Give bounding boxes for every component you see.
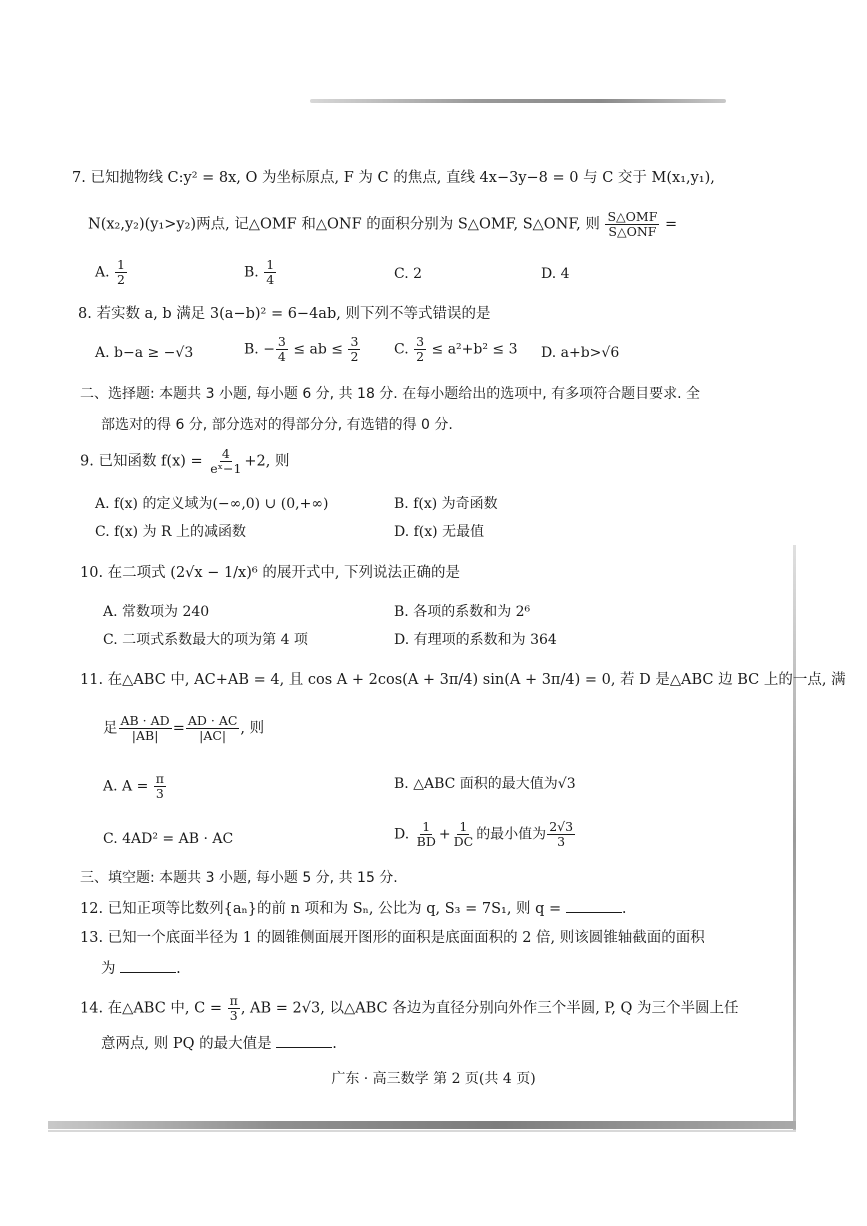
q11-option-a-prefix: A. A = bbox=[103, 778, 149, 795]
q11-option-d-prefix: D. bbox=[394, 826, 410, 843]
q8-option-c-frac bbox=[414, 335, 426, 364]
q9-stem-prefix: 9. 已知函数 f(x) = bbox=[80, 453, 203, 470]
q11-line1: 11. 在△ABC 中, AC+AB = 4, 且 cos A + 2cos(A + 3π/4) sin(A + 3π/4) = 0, 若 D 是△ABC 边 BC 上的一点, 满 bbox=[80, 672, 846, 688]
q7-option-d: D. 4 bbox=[541, 266, 570, 282]
q12-stem bbox=[80, 898, 626, 919]
page-footer: 广东 · 高三数学 第 2 页(共 4 页) bbox=[331, 1071, 536, 1087]
q8-option-b-frac1 bbox=[276, 335, 288, 364]
q9-stem bbox=[80, 447, 290, 476]
q13-line1: 13. 已知一个底面半径为 1 的圆锥侧面展开图形的面积是底面面积的 2 倍, 则该圆锥轴截面的面积 bbox=[80, 930, 705, 946]
q8-option-c-post: ≤ a²+b² ≤ 3 bbox=[431, 341, 518, 358]
q14-line1 bbox=[80, 994, 738, 1023]
q14-prefix: 14. 在△ABC 中, C = bbox=[80, 1000, 222, 1017]
q8-option-b-mid: ≤ ab ≤ bbox=[293, 341, 343, 358]
q11-frac1-den: |AB| bbox=[131, 728, 159, 743]
q8-option-b-d1: 4 bbox=[277, 349, 286, 364]
q7-line2-text: N(x₂,y₂)(y₁>y₂)两点, 记△OMF 和△ONF 的面积分别为 S△OMF, S△ONF, 则 bbox=[88, 216, 600, 233]
q10-option-b: B. 各项的系数和为 2⁶ bbox=[394, 604, 531, 620]
q7-ratio-den: S△ONF bbox=[608, 224, 657, 239]
q14-frac-num: π bbox=[229, 993, 238, 1008]
q12-answer-blank[interactable] bbox=[566, 898, 622, 913]
q7-option-a bbox=[95, 258, 128, 287]
scan-edge-top bbox=[310, 99, 726, 103]
q11-line2-post: , 则 bbox=[240, 720, 265, 737]
q14-line2-text: 意两点, 则 PQ 的最大值是 bbox=[101, 1036, 272, 1052]
q11-option-d-frac1 bbox=[415, 820, 438, 849]
q8-option-b-d2: 2 bbox=[350, 349, 359, 364]
q9-stem-post: +2, 则 bbox=[244, 453, 290, 470]
q11-option-d-n3: 2√3 bbox=[549, 819, 574, 834]
q7-option-a-den: 2 bbox=[117, 272, 125, 287]
q11-line2 bbox=[103, 714, 264, 743]
section3-title: 三、填空题: 本题共 3 小题, 每小题 5 分, 共 15 分. bbox=[80, 870, 398, 886]
q7-option-b-num: 1 bbox=[266, 257, 275, 272]
q7-option-a-frac bbox=[115, 258, 127, 287]
q11-option-d-mid: 的最小值为 bbox=[476, 826, 547, 843]
q10-option-c: C. 二项式系数最大的项为第 4 项 bbox=[103, 632, 308, 648]
q9-option-a: A. f(x) 的定义域为(−∞,0) ∪ (0,+∞) bbox=[95, 496, 329, 512]
q13-line2-text: 为 bbox=[101, 961, 116, 977]
q11-frac1 bbox=[119, 714, 172, 743]
q13-answer-blank[interactable] bbox=[120, 958, 176, 973]
q8-option-a: A. b−a ≥ −√3 bbox=[95, 345, 194, 361]
q13-tail: . bbox=[176, 961, 181, 977]
q7-option-b-frac bbox=[264, 258, 276, 287]
q14-post: , AB = 2√3, 以△ABC 各边为直径分别向外作三个半圆, P, Q 为三个半圆上任 bbox=[240, 1000, 739, 1017]
q12-tail: . bbox=[621, 901, 627, 917]
q7-area-ratio bbox=[605, 210, 659, 239]
q8-option-c bbox=[394, 335, 518, 364]
q9-option-d: D. f(x) 无最值 bbox=[394, 524, 485, 540]
q10-binomial: (2√x − 1/x)⁶ bbox=[170, 565, 258, 581]
q14-frac-den: 3 bbox=[229, 1008, 238, 1023]
q10-stem bbox=[80, 563, 460, 583]
q10-option-a: A. 常数项为 240 bbox=[103, 604, 210, 620]
q11-option-d-frac2 bbox=[452, 820, 476, 849]
q11-option-d-d3: 3 bbox=[557, 834, 566, 849]
q11-frac2 bbox=[186, 714, 240, 743]
q7-option-b-den: 4 bbox=[266, 272, 275, 287]
q10-stem-post: 的展开式中, 下列说法正确的是 bbox=[262, 565, 461, 581]
q8-option-b-prefix: B. − bbox=[244, 341, 275, 358]
q7-line2 bbox=[88, 210, 677, 239]
q7-option-b-label: B. bbox=[244, 264, 259, 281]
q7-line2-tail: = bbox=[665, 216, 678, 233]
q7-line1: 7. 已知抛物线 C:y² = 8x, O 为坐标原点, F 为 C 的焦点, 直线 4x−3y−8 = 0 与 C 交于 M(x₁,y₁), bbox=[72, 170, 715, 186]
q8-option-b bbox=[244, 335, 361, 364]
q12-text: 12. 已知正项等比数列{aₙ}的前 n 项和为 Sₙ, 公比为 q, S₃ = 7S₁, 则 q = bbox=[80, 901, 562, 917]
q11-option-d-d1: BD bbox=[416, 834, 436, 849]
scan-edge-bottom bbox=[48, 1121, 796, 1129]
q8-option-b-n2: 3 bbox=[350, 334, 359, 349]
section2-line2: 部选对的得 6 分, 部分选对的得部分分, 有选错的得 0 分. bbox=[101, 417, 453, 433]
q11-option-b: B. △ABC 面积的最大值为√3 bbox=[394, 776, 576, 792]
q11-option-d-n1: 1 bbox=[422, 819, 431, 834]
q11-option-d bbox=[394, 820, 576, 849]
q11-frac2-den: |AC| bbox=[199, 728, 227, 743]
q8-stem: 8. 若实数 a, b 满足 3(a−b)² = 6−4ab, 则下列不等式错误的是 bbox=[78, 306, 491, 322]
q11-equals: = bbox=[172, 720, 185, 737]
q14-answer-blank[interactable] bbox=[276, 1033, 332, 1048]
q9-option-b: B. f(x) 为奇函数 bbox=[394, 496, 498, 512]
q10-option-d: D. 有理项的系数和为 364 bbox=[394, 632, 557, 648]
q11-option-a-frac bbox=[154, 772, 166, 801]
q7-ratio-num: S△OMF bbox=[607, 209, 658, 224]
q14-tail: . bbox=[332, 1036, 337, 1052]
q11-option-a-num: π bbox=[155, 771, 164, 786]
q9-frac-num: 4 bbox=[221, 446, 230, 461]
q11-option-c: C. 4AD² = AB · AC bbox=[103, 831, 234, 847]
q8-option-d: D. a+b>√6 bbox=[541, 345, 620, 361]
q9-option-c: C. f(x) 为 R 上的减函数 bbox=[95, 524, 247, 540]
q11-line2-prefix: 足 bbox=[103, 720, 118, 737]
q8-option-c-prefix: C. bbox=[394, 341, 409, 358]
q8-option-b-frac2 bbox=[348, 335, 360, 364]
scan-edge-bottom-shadow bbox=[48, 1130, 796, 1132]
q8-option-b-n1: 3 bbox=[277, 334, 286, 349]
q11-option-a-den: 3 bbox=[155, 786, 164, 801]
q7-option-c: C. 2 bbox=[394, 266, 423, 282]
q11-option-d-n2: 1 bbox=[459, 819, 468, 834]
q9-frac-den: eˣ−1 bbox=[210, 461, 242, 476]
q11-frac2-num: AD · AC bbox=[187, 713, 238, 728]
q11-option-d-plus: + bbox=[438, 826, 451, 843]
scan-edge-right bbox=[793, 545, 796, 1130]
q11-option-a bbox=[103, 772, 167, 801]
q8-option-c-num: 3 bbox=[416, 334, 425, 349]
q11-option-d-frac3 bbox=[547, 820, 575, 849]
q13-line2 bbox=[101, 958, 181, 979]
q11-frac1-num: AB · AD bbox=[120, 713, 170, 728]
q10-stem-prefix: 10. 在二项式 bbox=[80, 565, 166, 581]
q8-option-c-den: 2 bbox=[416, 349, 425, 364]
q7-option-a-label: A. bbox=[95, 264, 110, 281]
q7-option-a-num: 1 bbox=[117, 257, 125, 272]
q14-line2 bbox=[101, 1033, 337, 1054]
section2-line1: 二、选择题: 本题共 3 小题, 每小题 6 分, 共 18 分. 在每小题给出的选项中, 有多项符合题目要求. 全 bbox=[80, 386, 700, 402]
q11-option-d-d2: DC bbox=[453, 834, 474, 849]
q9-function-frac bbox=[208, 447, 243, 476]
q7-option-b bbox=[244, 258, 277, 287]
q14-angle-frac bbox=[228, 994, 240, 1023]
